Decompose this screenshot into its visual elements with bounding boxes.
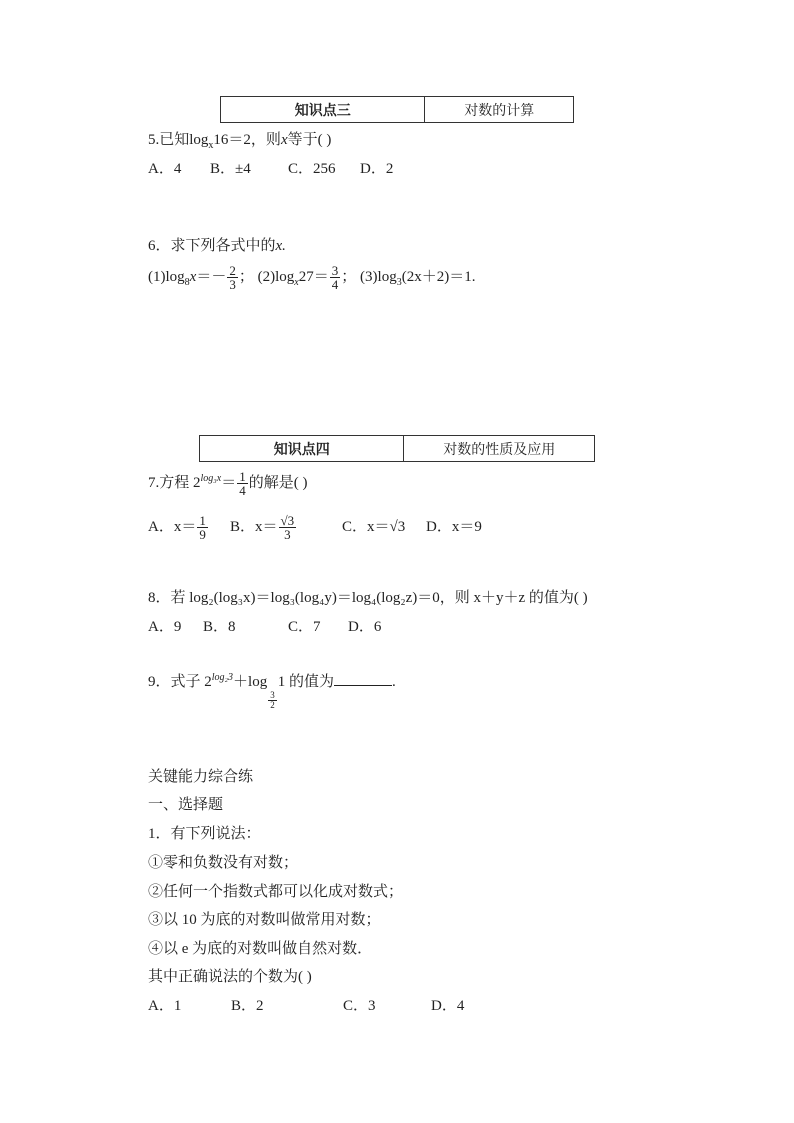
option-c: C．x＝√3 — [342, 518, 406, 535]
section-label: 知识点四 — [200, 436, 404, 461]
option-a: A．x＝ $\frac{1}{9}$ — [148, 513, 206, 542]
question-6: 6．求下列各式中的x. — [148, 238, 286, 254]
practice-question-1: 1．有下列说法： — [148, 826, 261, 842]
option-d: D．2 — [360, 161, 394, 177]
option-c: C．3 — [343, 998, 376, 1014]
question-5: 5.已知$\log_x16=2$，则x等于( ) — [148, 132, 332, 151]
question-7: 7.方程 $2^{log_3x}=$ $\frac{1}{4}$ 的解是( ) — [148, 469, 308, 498]
answer-blank — [334, 673, 392, 686]
statement-1: ①零和负数没有对数； — [148, 855, 299, 871]
practice-heading: 关键能力综合练 — [148, 769, 254, 785]
statement-4: ④以 e 为底的对数叫做自然对数． — [148, 941, 373, 957]
option-a: A．9 — [148, 619, 182, 635]
section-label: 知识点三 — [221, 97, 425, 122]
fraction: $\frac{2}{3}$ — [229, 263, 236, 292]
option-b: B．±4 — [210, 161, 251, 177]
question-7-options — [148, 514, 482, 541]
fraction: $\frac{3}{2}$ — [270, 690, 275, 710]
option-b: B．8 — [203, 619, 236, 635]
question-5-options — [148, 157, 393, 178]
option-d: D．4 — [431, 998, 465, 1014]
option-d: D．6 — [348, 619, 382, 635]
option-a: A．4 — [148, 161, 182, 177]
section-header-4 — [199, 435, 595, 462]
question-9: 9．式子 $2^{log_23}+\log$ $\frac{3}{2}$ 1 的值为 . — [148, 672, 396, 710]
fraction: $\frac{1}{4}$ — [239, 469, 246, 498]
practice-ask: 其中正确说法的个数为( ) — [148, 969, 312, 985]
option-a: A．1 — [148, 998, 182, 1014]
section-title: 对数的性质及应用 — [443, 441, 556, 458]
practice-part: 一、选择题 — [148, 797, 224, 813]
question-8: 8．若 log₂(log₃x)＝log₃(log₄y)＝log₄(log₂z)＝0，则 x＋y＋z 的值为( ) — [148, 590, 588, 606]
option-b: B．x＝ $\frac{√3}{3}$ — [230, 513, 295, 542]
question-6-parts: $(1)\log_8x=-$ $\frac{2}{3}$ ； $(2)\log_x27=$ $\frac{3}{4}$ ； $(3)\log_3(2x+2)=1$. — [148, 263, 476, 292]
fraction: $\frac{3}{4}$ — [331, 263, 339, 292]
practice-options — [148, 994, 464, 1015]
option-d: D．x＝9 — [426, 518, 482, 535]
question-8-options — [148, 615, 381, 636]
option-b: B．2 — [231, 998, 264, 1014]
section-title: 对数的计算 — [464, 102, 535, 119]
option-c: C．256 — [288, 161, 336, 177]
option-c: C．7 — [288, 619, 321, 635]
statement-2: ②任何一个指数式都可以化成对数式； — [148, 884, 404, 900]
section-header-3 — [220, 96, 574, 123]
statement-3: ③以 10 为底的对数叫做常用对数； — [148, 912, 381, 928]
